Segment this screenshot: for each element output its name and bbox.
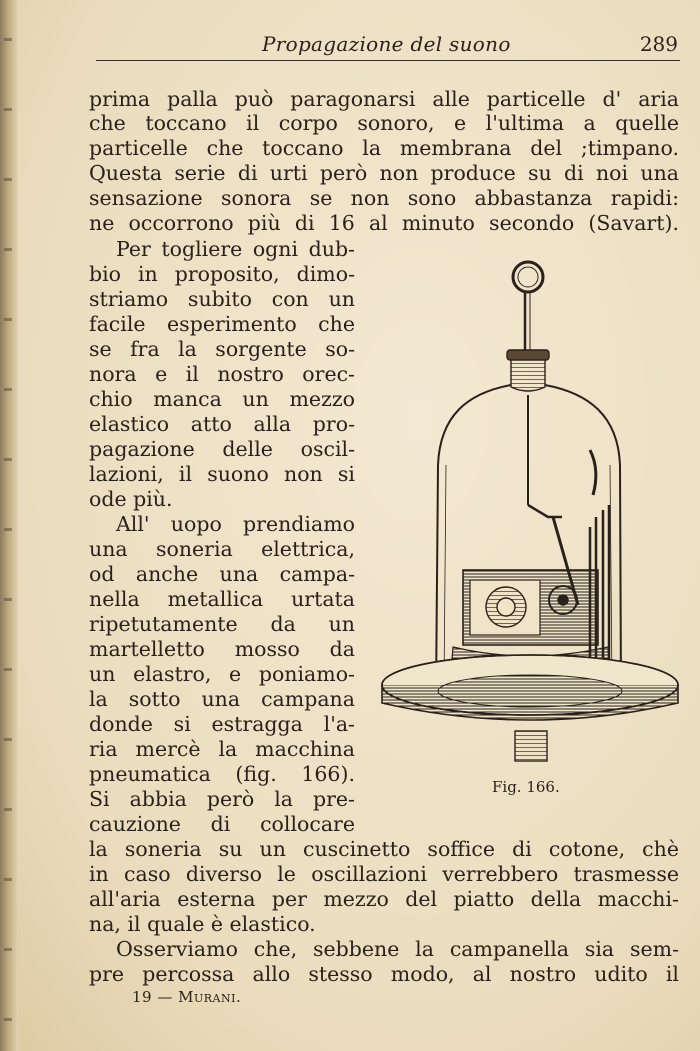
text-line: facile esperimento che [89, 312, 355, 336]
text-line: la sotto una campana [89, 687, 355, 711]
text-line: elastico atto alla pro- [89, 412, 355, 436]
text-line: bio in proposito, dimo- [89, 262, 355, 286]
text-line: Questa serie di urti però non produce su di noi una [89, 161, 679, 185]
text-line: in caso diverso le oscillazioni verrebbero trasmesse [89, 862, 679, 886]
text-line: una soneria elettrica, [89, 537, 355, 561]
text-line: cauzione di collocare [89, 812, 355, 836]
text-line: ria mercè la macchina [89, 737, 355, 761]
text-line: prima palla può paragonarsi alle particelle d' aria [89, 87, 679, 111]
text-line: ode più. [89, 487, 173, 511]
signature-mark: 19 — [132, 988, 173, 1006]
page-number: 289 [639, 32, 678, 56]
text-line: Si abbia però la pre- [89, 787, 355, 811]
running-title: Propagazione del suono [262, 32, 511, 56]
text-line: pre percossa allo stesso modo, al nostro udito il [89, 962, 679, 986]
text-line: donde si estragga l'a- [89, 712, 355, 736]
text-line: sensazione sonora se non sono abbastanza rapidi: [89, 186, 679, 210]
text-line: martelletto mosso da [89, 637, 355, 661]
bell-jar-illustration [378, 255, 682, 765]
text-line: od anche una campa- [89, 562, 355, 586]
page-header [96, 30, 680, 61]
figure-caption: Fig. 166. [492, 778, 560, 796]
text-line: ripetutamente da un [89, 612, 355, 636]
text-line: un elastro, e poniamo- [89, 662, 355, 686]
text-line: na, il quale è elastico. [89, 912, 316, 936]
book-spine-edge [0, 0, 18, 1051]
text-line: particelle che toccano la membrana del ;timpano. [89, 136, 679, 160]
text-line: chio manca un mezzo [89, 387, 355, 411]
text-line: se fra la sorgente so- [89, 337, 355, 361]
text-line: all'aria esterna per mezzo del piatto della macchi- [89, 887, 679, 911]
text-line: All' uopo prendiamo [116, 512, 355, 536]
page-footer [132, 988, 241, 1006]
text-line: Per togliere ogni dub- [116, 237, 355, 261]
author-name: Murani. [178, 988, 242, 1006]
text-line: nora e il nostro orec- [89, 362, 355, 386]
text-line: lazioni, il suono non si [89, 462, 355, 486]
text-line: Osserviamo che, sebbene la campanella sia sem- [116, 937, 679, 961]
text-line: striamo subito con un [89, 287, 355, 311]
text-line: nella metallica urtata [89, 587, 355, 611]
text-line: la soneria su un cuscinetto soffice di cotone, chè [89, 837, 679, 861]
text-line: pagazione delle oscil- [89, 437, 355, 461]
text-line: che toccano il corpo sonoro, e l'ultima a quelle [89, 111, 679, 135]
text-line: ne occorrono più di 16 al minuto secondo (Savart). [89, 211, 679, 235]
text-line: pneumatica (fig. 166). [89, 762, 355, 786]
